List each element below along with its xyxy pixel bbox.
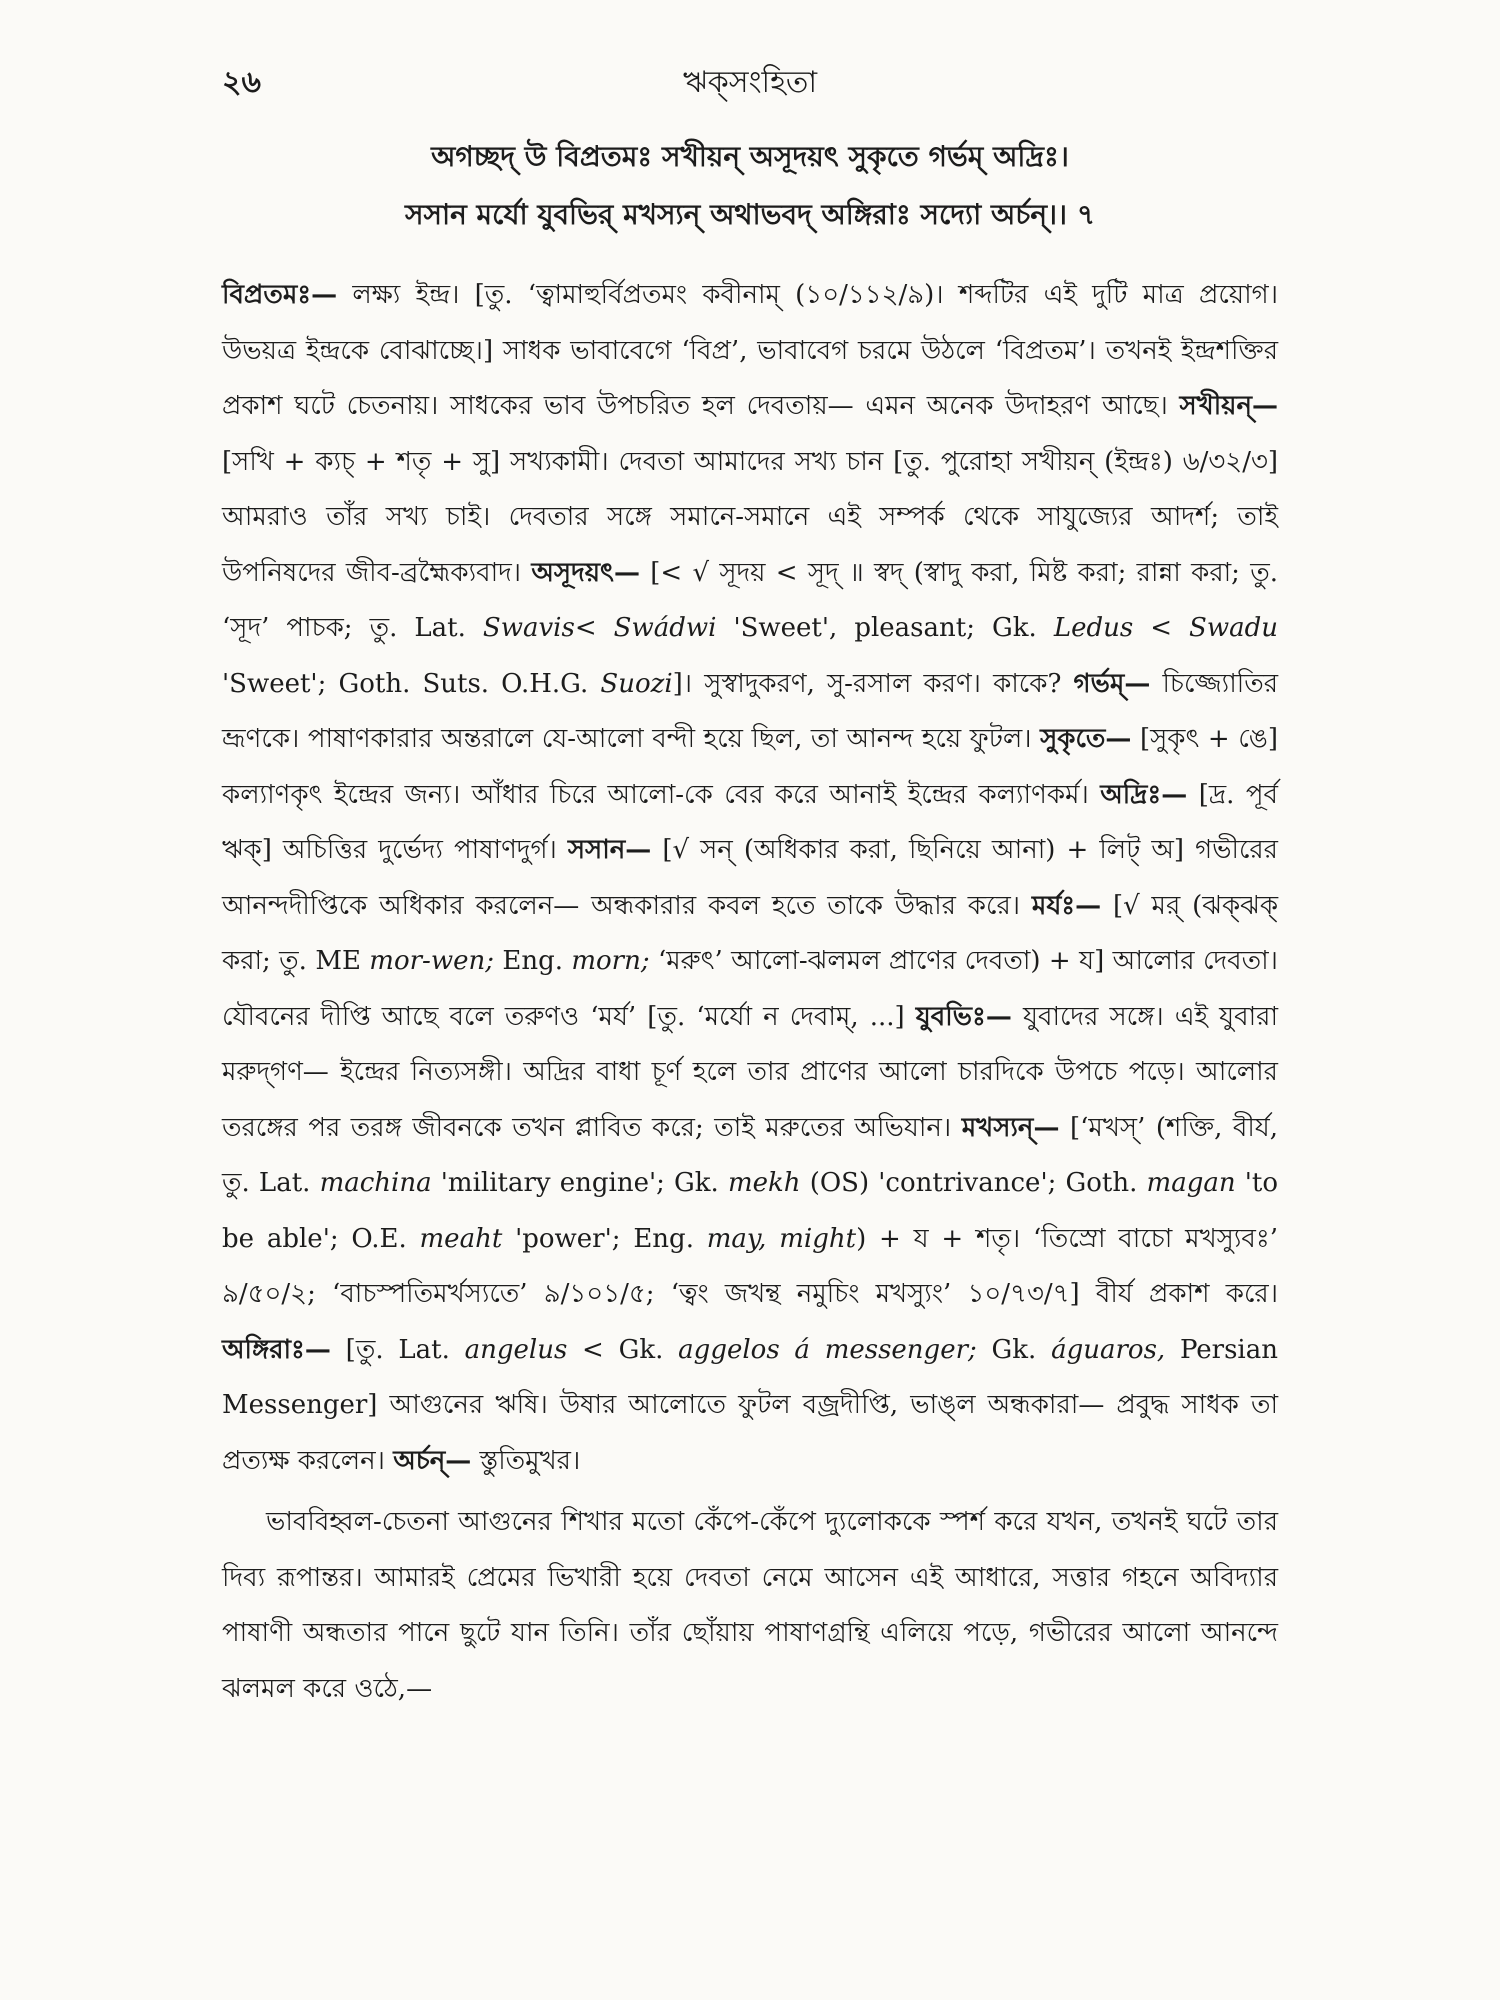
term: গর্ভম্— bbox=[1073, 668, 1151, 699]
term: যুবভিঃ— bbox=[915, 1001, 1012, 1032]
gloss: ]। সুস্বাদুকরণ, সু-রসাল করণ। কাকে? bbox=[672, 668, 1074, 699]
term: অদ্রিঃ— bbox=[1100, 779, 1188, 810]
gloss: লক্ষ্য ইন্দ্র। [তু. ‘ত্বামাহুর্বিপ্রতমং কবীনাম্ (১০/১১২/৯)। শব্দটির এই দুটি মাত্র প্রয়োগ। উভয়ত্র ইন্দ্রকে বোঝাচ্ছে।] সাধক ভাবাবেগে ‘বিপ্র’, ভাবাবেগ চরমে উঠলে ‘বিপ্রতম’। তখনই ইন্দ্রশক্তির প্রকাশ ঘটে চেতনায়। সাধকের ভাব উপচরিত হল দেবতায়— এমন অনেক উদাহরণ আছে। bbox=[222, 280, 1278, 421]
term: সুকৃতে— bbox=[1040, 724, 1132, 754]
gloss: [দ্র. পূর্ব ঋক্] অচিত্তির দুর্ভেদ্য পাষাণদুর্গ। bbox=[222, 779, 1278, 865]
gloss: [‘মখস্’ (শক্তি, বীর্য, তু. Lat. bbox=[222, 1112, 1279, 1198]
term: সসান— bbox=[567, 835, 652, 865]
running-title: ঋক্‌সংহিতা bbox=[682, 65, 818, 100]
commentary-paragraph-2: ভাববিহ্বল-চেতনা আগুনের শিখার মতো কেঁপে-কেঁপে দ্যুলোককে স্পর্শ করে যখন, তখনই ঘটে তার দিব্য রূপান্তর। আমারই প্রেমের ভিখারী হয়ে দেবতা নেমে আসেন এই আধারে, সত্তার গহনে অবিদ্যার পাষাণী অন্ধতার পানে ছুটে যান তিনি। তাঁর ছোঁয়ায় পাষাণগ্রন্থি এলিয়ে পড়ে, গভীরের আলো আনন্দে ঝলমল করে ওঠে,— bbox=[222, 1507, 1278, 1704]
term: মর্যঃ— bbox=[1031, 890, 1102, 921]
etymology-italic: may, might bbox=[706, 1223, 857, 1254]
etymology-italic: águaros, bbox=[1051, 1334, 1166, 1365]
term: বিপ্রতমঃ— bbox=[222, 280, 338, 310]
etymology-italic: Ledus < Swadu bbox=[1053, 613, 1278, 643]
gloss: [√ সন্ (অধিকার করা, ছিনিয়ে আনা) + লিট্ অ] গভীরের আনন্দদীপ্তিকে অধিকার করলেন— অন্ধকারার কবল হতে তাকে উদ্ধার করে। bbox=[222, 835, 1278, 921]
gloss: [√ মর্ (ঝক্‌ঝক্ করা; তু. ME bbox=[222, 890, 1279, 976]
gloss: চিজ্জ্যোতির ভ্রূণকে। পাষাণকারার অন্তরালে যে-আলো বন্দী হয়ে ছিল, তা আনন্দ হয়ে ফুটল। bbox=[222, 668, 1279, 754]
term: সখীয়ন্— bbox=[1179, 391, 1278, 421]
gloss: স্তুতিমুখর। bbox=[471, 1445, 581, 1476]
gloss: ‘মরুৎ’ আলো-ঝলমল প্রাণের দেবতা) + য] আলোর দেবতা। যৌবনের দীপ্তি আছে বলে তরুণও ‘মর্য’ [তু. ‘মর্যো ন দেবাম্, ...] bbox=[222, 946, 1278, 1032]
verse-block bbox=[222, 128, 1278, 244]
term: অর্চন্— bbox=[393, 1445, 472, 1476]
gloss: [সুকৃৎ + ঙে] কল্যাণকৃৎ ইন্দ্রের জন্য। আঁধার চিরে আলো-কে বের করে আনাই ইন্দ্রের কল্যাণকর্ম। bbox=[222, 724, 1278, 810]
etymology-italic: magan bbox=[1146, 1168, 1236, 1198]
etymology-italic: machina bbox=[319, 1168, 432, 1198]
term: মখস্যন্— bbox=[961, 1112, 1060, 1143]
gloss: ) + য + শতৃ। ‘তিস্রো বাচো মখস্যুবঃ’ ৯/৫০/২; ‘বাচস্পতিমর্খস্যতে’ ৯/১০১/৫; ‘ত্বং জখন্থ নমুচিং মখস্যুং’ ১০/৭৩/৭] বীর্য প্রকাশ করে। bbox=[222, 1223, 1278, 1309]
commentary-paragraph-1 bbox=[222, 268, 1278, 1489]
gloss: [সখি + ক্যচ্ + শতৃ + সু] সখ্যকামী। দেবতা আমাদের সখ্য চান [তু. পুরোহা সখীয়ন্ (ইন্দ্রঃ) ৬/৩২/৩] আমরাও তাঁর সখ্য চাই। দেবতার সঙ্গে সমানে-সমানে এই সম্পর্ক থেকে সাযুজ্যের আদর্শ; তাই উপনিষদের জীব-ব্রহ্মৈক্যবাদ। bbox=[222, 446, 1278, 588]
gloss: < Gk. bbox=[567, 1334, 679, 1365]
term: অঙ্গিরাঃ— bbox=[222, 1334, 331, 1365]
etymology-italic: morn; bbox=[571, 946, 650, 976]
etymology-italic: meaht bbox=[419, 1223, 503, 1254]
gloss: [তু. Lat. bbox=[330, 1334, 465, 1365]
gloss: 'to be able'; O.E. bbox=[222, 1168, 1278, 1254]
etymology-italic: mekh bbox=[727, 1168, 801, 1198]
verse-line-1: অগচ্ছদ্ উ বিপ্রতমঃ সখীয়ন্ অসূদয়ৎ সুকৃতে গর্ভম্ অদ্রিঃ। bbox=[431, 140, 1069, 173]
etymology-italic: aggelos á messenger; bbox=[678, 1334, 977, 1365]
verse-line-2: সসান মর্যো যুবভির্ মখস্যন্ অথাভবদ্ অঙ্গিরাঃ সদ্যো অর্চন্।। ৭ bbox=[404, 198, 1096, 231]
etymology-italic: Swavis< Swádwi bbox=[482, 613, 717, 643]
gloss: যুবাদের সঙ্গে। এই যুবারা মরুদ্‌গণ— ইন্দ্রের নিত্যসঙ্গী। অদ্রির বাধা চূর্ণ হলে তার প্রাণের আলো চারদিকে উপচে পড়ে। আলোর তরঙ্গের পর তরঙ্গ জীবনকে তখন প্লাবিত করে; তাই মরুতের অভিযান। bbox=[222, 1001, 1278, 1143]
commentary bbox=[222, 268, 1278, 1717]
gloss: 'military engine'; Gk. bbox=[431, 1168, 728, 1198]
page-number: ২৬ bbox=[222, 65, 262, 100]
gloss: Eng. bbox=[493, 946, 572, 976]
gloss: (OS) 'contrivance'; Goth. bbox=[800, 1168, 1147, 1198]
etymology-italic: mor-wen; bbox=[369, 946, 494, 976]
etymology-italic: angelus bbox=[464, 1334, 568, 1365]
etymology-italic: Suozi bbox=[600, 668, 673, 699]
gloss: Persian Messenger] আগুনের ঋষি। উষার আলোতে ফুটল বজ্রদীপ্তি, ভাঙ্‌ল অন্ধকারা— প্রবুদ্ধ সাধক তা প্রত্যক্ষ করলেন। bbox=[222, 1334, 1278, 1476]
gloss: 'power'; Eng. bbox=[502, 1223, 707, 1254]
gloss: 'Sweet', pleasant; Gk. bbox=[716, 613, 1054, 643]
term: অসূদয়ৎ— bbox=[531, 557, 640, 588]
gloss: [< √ সূদয় < সূদ্ ॥ স্বদ্ (স্বাদু করা, মিষ্ট করা; রান্না করা; তু. ‘সূদ’ পাচক; তু. Lat. bbox=[222, 557, 1278, 643]
gloss: 'Sweet'; Goth. Suts. O.H.G. bbox=[222, 668, 601, 699]
page-header bbox=[222, 58, 1278, 102]
gloss: Gk. bbox=[976, 1334, 1052, 1365]
